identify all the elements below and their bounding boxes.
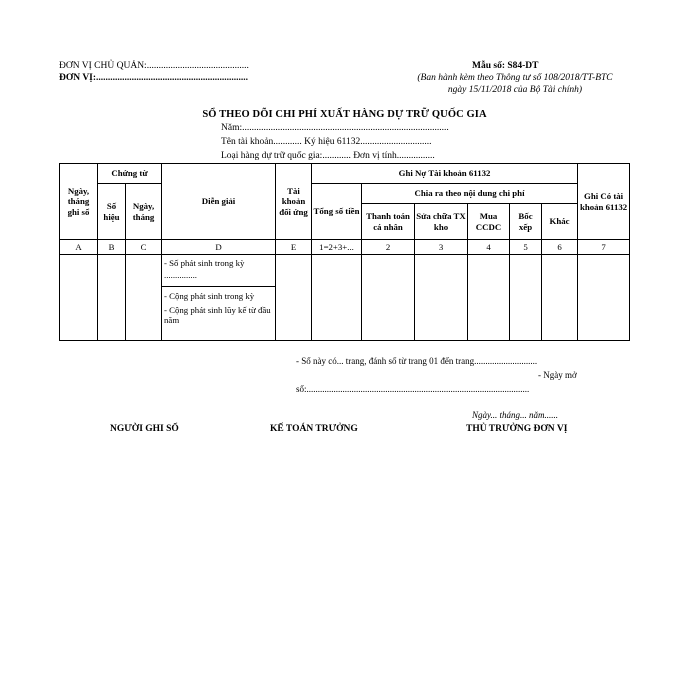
code-cell: C [126,240,162,255]
code-cell: D [162,240,276,255]
code-cell: A [60,240,98,255]
header-breakdown: Chia ra theo nội dung chi phí [362,184,578,204]
cell-loading [510,255,542,341]
cell-repair [415,255,468,341]
row-arising-label: - Số phát sinh trong kỳ [164,258,245,268]
code-cell: 2 [362,240,415,255]
document-title: SỔ THEO DÕI CHI PHÍ XUẤT HÀNG DỰ TRỮ QUỐC GIA [202,109,487,120]
table-row [60,255,630,341]
code-row [60,240,630,255]
unit-line: ĐƠN VỊ:................................................................ [59,73,249,83]
signer-bookkeeper: NGƯỜI GHI SỔ [110,424,179,434]
signer-head-of-unit: THỦ TRƯỞNG ĐƠN VỊ [466,424,568,434]
header-loading: Bốc xếp [510,204,542,240]
code-cell: B [98,240,126,255]
header-voucher-date: Ngày, tháng [126,184,162,240]
signature-date: Ngày... tháng... năm...... [472,410,559,420]
row-dots: ............... [164,269,198,280]
cell-other [542,255,578,341]
parent-unit-line: ĐƠN VỊ CHỦ QUẢN:........................................... [59,61,249,71]
cell-voucher-date [126,255,162,341]
form-code: Mẫu số: S84-DT [472,61,539,71]
code-cell: 1=2+3+... [312,240,362,255]
cell-total [312,255,362,341]
header-left [59,60,249,84]
header-counter-account: Tài khoản đối ứng [276,164,312,240]
header-credit: Ghi Có tài khoản 61132 [578,164,630,240]
cell-counter-account [276,255,312,341]
row-cumulative-label: - Cộng phát sinh lũy kế từ đầu năm [164,304,271,325]
code-cell: 4 [468,240,510,255]
row-total-period-label: - Cộng phát sinh trong kỳ [164,291,255,301]
header-personal-payment: Thanh toán cá nhân [362,204,415,240]
header-repair: Sửa chữa TX kho [415,204,468,240]
header-tools: Mua CCDC [468,204,510,240]
cell-credit [578,255,630,341]
code-cell: 5 [510,240,542,255]
header-other: Khác [542,204,578,240]
signer-chief-accountant: KẾ TOÁN TRƯỞNG [270,424,358,434]
header-date: Ngày, tháng ghi sổ [60,164,98,240]
ledger-table [59,163,630,341]
issued-line-2: ngày 15/11/2018 của Bộ Tài chính) [447,85,583,95]
issued-line-1: (Ban hành kèm theo Thông tư số 108/2018/TT-BTC [417,73,613,83]
open-date-label: - Ngày mở [538,370,577,380]
header-debit-group: Ghi Nợ Tài khoản 61132 [312,164,578,184]
header-description: Diễn giải [162,164,276,240]
header-voucher-no: Số hiệu [98,184,126,240]
year-line: Năm:....................................................................................... [221,123,449,133]
code-cell: E [276,240,312,255]
book-number-line: sổ:................................................................................................... [296,384,530,394]
code-cell: 3 [415,240,468,255]
code-cell: 7 [578,240,630,255]
header-right [390,60,640,96]
header-total: Tổng số tiền [312,184,362,240]
cell-description [162,255,276,341]
account-line: Tên tài khoản............ Ký hiệu 61132.............................. [221,137,432,147]
code-cell: 6 [542,240,578,255]
row-divider [162,286,275,287]
cell-date [60,255,98,341]
cell-voucher-no [98,255,126,341]
cell-personal [362,255,415,341]
cell-tools [468,255,510,341]
goods-type-line: Loại hàng dự trữ quốc gia:............ Đơn vị tính................ [221,151,435,161]
header-voucher: Chứng từ [98,164,162,184]
pages-note: - Sổ này có... trang, đánh số từ trang 01 đến trang............................ [296,356,538,366]
